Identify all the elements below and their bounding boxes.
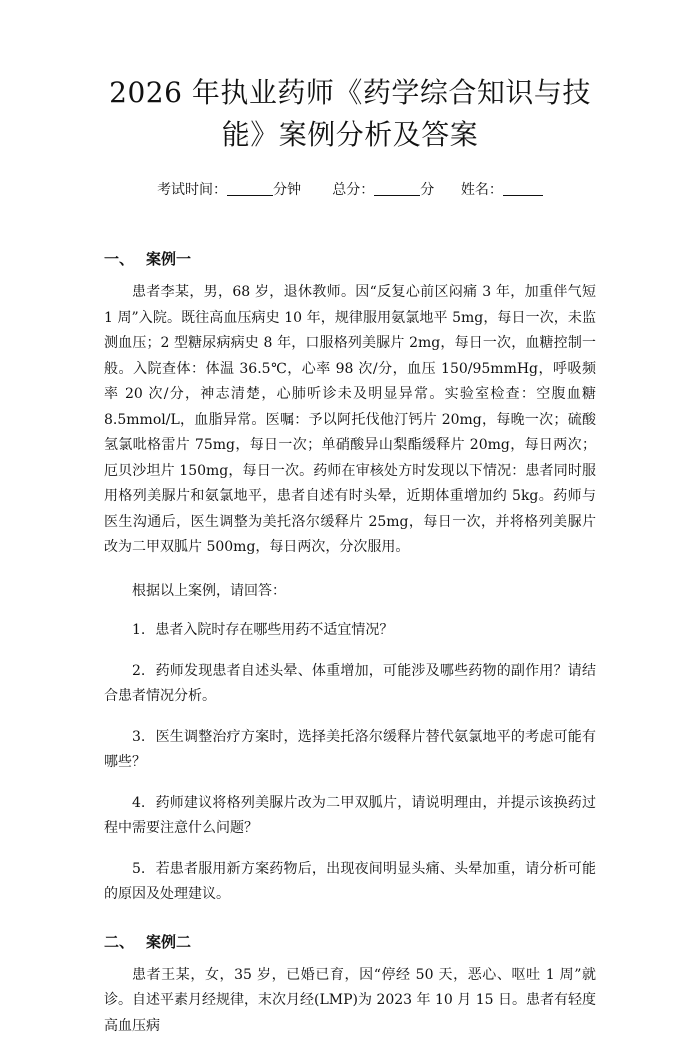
case-1-description: 患者李某，男，68 岁，退休教师。因“反复心前区闷痛 3 年，加重伴气短 1 周”入院。既往高血压病史 10 年，规律服用氨氯地平 5mg，每日一次，未监测血压；2 型糖尿病病史 8 年，口服格列美脲片 2mg，每日一次，血糖控制一般。入院查体：体温 36.5℃，心率 98 次/分，血压 150/95mmHg，呼吸频率 20 次/分，神志清楚，心肺听诊未及明显异常。实验室检查：空腹血糖 8.5mmol/L，血脂异常。医嘱：予以阿托伐他汀钙片 20mg，每晚一次；硫酸氢氯吡格雷片 75mg，每日一次；单硝酸异山梨酯缓释片 20mg，每日两次；厄贝沙坦片 150mg，每日一次。药师在审核处方时发现以下情况：患者同时服用格列美脲片和氨氯地平，患者自述有时头晕，近期体重增加约 5kg。药师与医生沟通后，医生调整为美托洛尔缓释片 25mg，每日一次，并将格列美脲片改为二甲双胍片 500mg，每日两次，分次服用。 [104,280,596,561]
exam-time-blank [227,181,273,196]
document-title: 2026 年执业药师《药学综合知识与技能》案例分析及答案 [104,72,596,156]
question-text: 若患者服用新方案药物后，出现夜间明显头痛、头晕加重，请分析可能的原因及处理建议。 [104,861,596,903]
name-blank [503,181,543,196]
question-text: 医生调整治疗方案时，选择美托洛尔缓释片替代氨氯地平的考虑可能有哪些？ [104,729,596,771]
question-item [104,725,596,776]
section-heading-case-1 [104,248,596,270]
question-item [104,659,596,710]
question-text: 药师建议将格列美脲片改为二甲双胍片，请说明理由，并提示该换药过程中需要注意什么问题？ [104,795,596,837]
exam-time-unit: 分钟 [273,182,301,198]
section-number: 一、 [104,250,134,268]
exam-info-line [104,180,596,200]
total-score-unit: 分 [420,182,434,198]
question-text: 患者入院时存在哪些用药不适宜情况？ [155,622,393,638]
section-title: 案例二 [146,933,191,951]
question-number: 2. [132,663,145,679]
question-number: 1. [132,622,145,638]
case-2-description: 患者王某，女，35 岁，已婚已育，因“停经 50 天，恶心、呕吐 1 周”就诊。自述平素月经规律，末次月经(LMP)为 2023 年 10 月 15 日。患者有轻度高血压病 [104,963,596,1039]
question-lead-in: 根据以上案例，请回答： [104,579,596,605]
section-title: 案例一 [146,250,191,268]
question-item [104,791,596,842]
question-text: 药师发现患者自述头晕、体重增加，可能涉及哪些药物的副作用？请结合患者情况分析。 [104,663,596,705]
question-number: 3. [132,729,145,745]
question-number: 4. [132,795,145,811]
question-item [104,857,596,908]
section-heading-case-2 [104,931,596,953]
name-label: 姓名： [461,182,503,198]
total-score-blank [374,181,420,196]
section-number: 二、 [104,933,134,951]
exam-time-label: 考试时间： [157,182,227,198]
total-score-label: 总分： [332,182,374,198]
question-item [104,618,596,644]
question-number: 5. [132,861,145,877]
